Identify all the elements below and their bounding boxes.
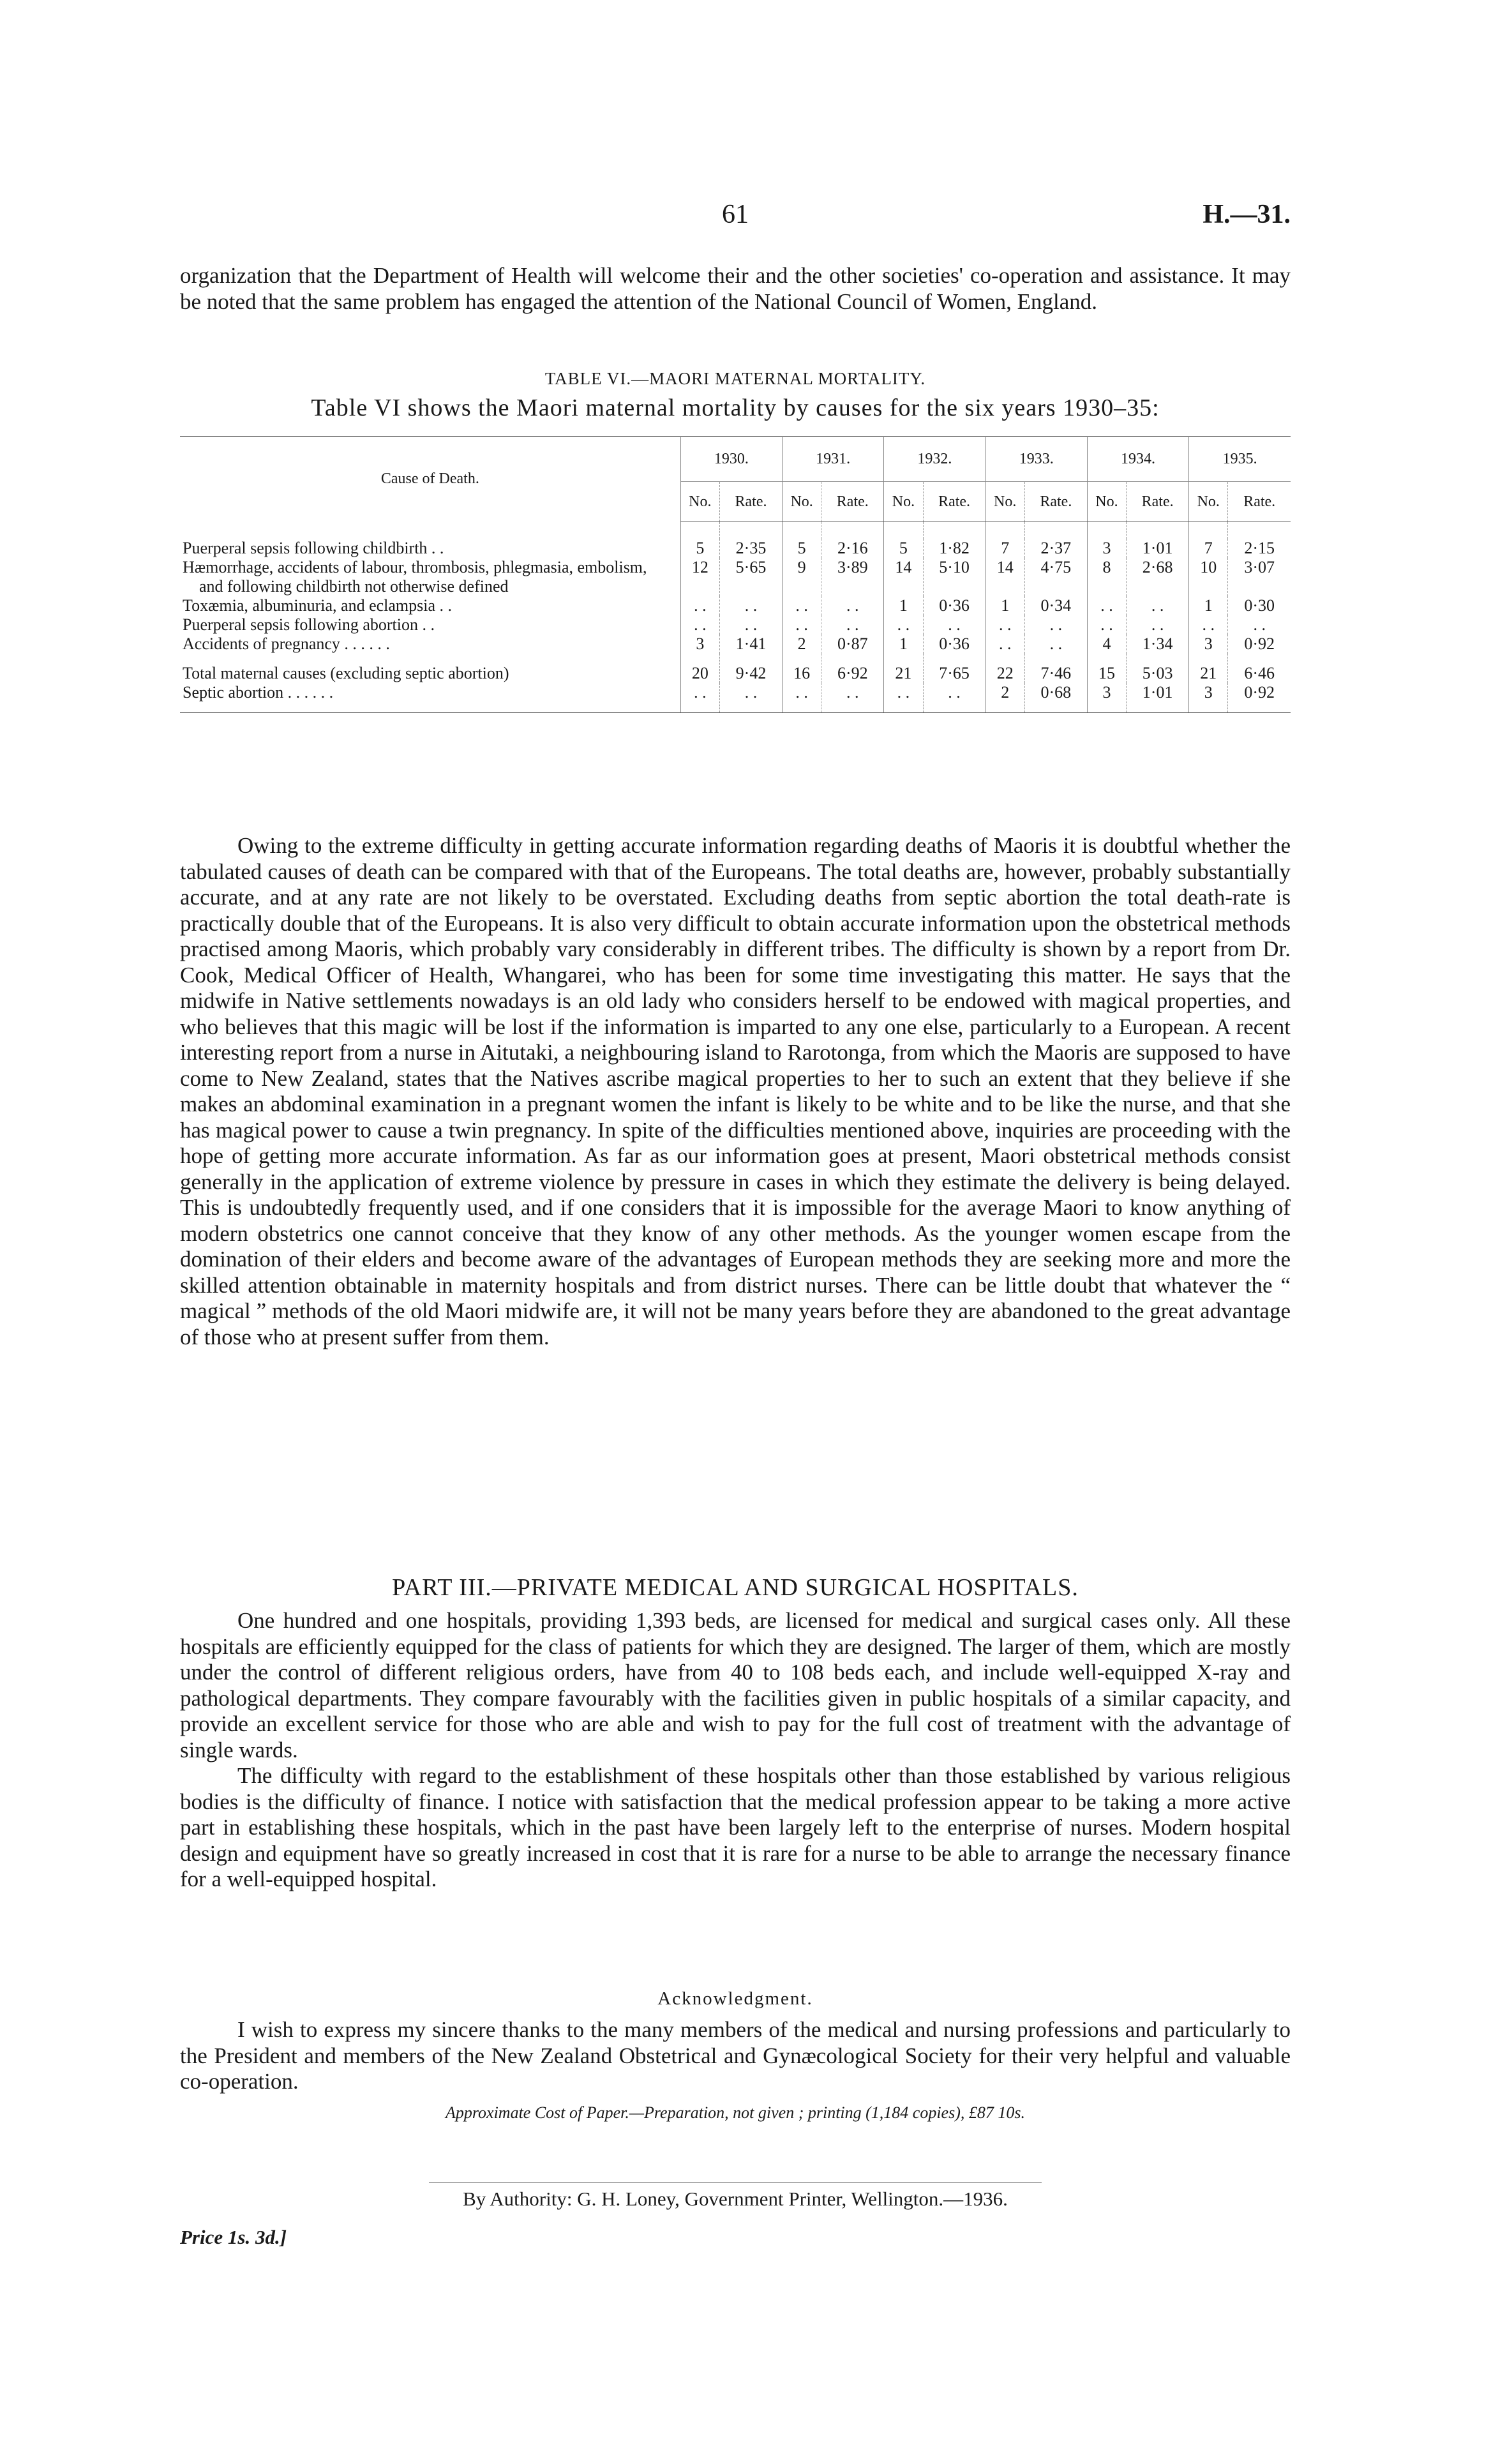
count-cell: 1 <box>884 596 923 615</box>
cause-label: Total maternal causes (excluding septic abortion) <box>183 664 509 682</box>
count-cell: 5 <box>783 539 821 558</box>
rate-cell: 1·82 <box>923 539 985 558</box>
cause-label: Septic abortion . . . . . . <box>183 683 334 702</box>
table-row <box>180 596 1291 615</box>
rate-cell: 0·36 <box>923 635 985 654</box>
no-header: No. <box>985 482 1024 522</box>
rate-cell: 6·92 <box>821 654 884 683</box>
table-intro: Table VI shows the Maori maternal mortality by causes for the six years 1930–35: <box>311 394 1160 421</box>
part-three-title: PART III.—PRIVATE MEDICAL AND SURGICAL HOSPITALS. <box>392 1574 1079 1601</box>
no-header: No. <box>1087 482 1126 522</box>
table-row <box>180 635 1291 654</box>
page-number: 61 <box>722 200 749 229</box>
count-cell: . . <box>680 596 719 615</box>
rate-cell: . . <box>719 615 782 635</box>
rate-header: Rate. <box>923 482 985 522</box>
table-body <box>180 522 1291 713</box>
count-cell: 15 <box>1087 654 1126 683</box>
count-cell: 7 <box>985 539 1024 558</box>
cause-label: Accidents of pregnancy . . . . . . <box>183 635 390 653</box>
rate-cell: 0·68 <box>1024 683 1087 713</box>
rate-cell: . . <box>1228 615 1291 635</box>
cause-label: Puerperal sepsis following abortion . . <box>183 615 435 634</box>
count-cell: . . <box>1189 615 1228 635</box>
rate-cell: . . <box>719 596 782 615</box>
count-cell: 3 <box>680 635 719 654</box>
count-cell: . . <box>680 615 719 635</box>
rate-cell: 5·10 <box>923 558 985 596</box>
price-note: Price 1s. 3d.] <box>180 2226 287 2248</box>
rate-header: Rate. <box>1228 482 1291 522</box>
rate-cell: 7·65 <box>923 654 985 683</box>
table-row <box>180 615 1291 635</box>
rate-cell: . . <box>923 683 985 713</box>
rate-header: Rate. <box>719 482 782 522</box>
table-section <box>180 369 1291 713</box>
rate-cell: 1·01 <box>1127 539 1189 558</box>
rate-cell: 2·15 <box>1228 539 1291 558</box>
count-cell: . . <box>680 683 719 713</box>
rate-cell: 0·36 <box>923 596 985 615</box>
authority-section <box>180 2182 1291 2211</box>
rate-cell: 3·07 <box>1228 558 1291 596</box>
cause-label: Puerperal sepsis following childbirth . . <box>183 539 444 557</box>
rate-cell: 3·89 <box>821 558 884 596</box>
count-cell: 1 <box>985 596 1024 615</box>
count-cell: 1 <box>884 635 923 654</box>
count-cell: 14 <box>985 558 1024 596</box>
body-paragraph: Owing to the extreme difficulty in getting accurate information regarding deaths of Maoris it is doubtful whether the tabulated causes of death can be compared with that of the Europeans. The total deaths are, however, probably substantially accurate, and at any rate are not likely to be overstated. Excluding deaths from septic abortion the total death-rate is practically double that of the Europeans. It is also very difficult to obtain accurate information upon the obstetrical methods practised among Maoris, which probably vary considerably in different tribes. The difficulty is shown by a report from Dr. Cook, Medical Officer of Health, Whangarei, who has been for some time investigating this matter. He says that the midwife in Native settlements nowadays is an old lady who considers herself to be endowed with magical properties, and who believes that this magic will be lost if the information is imparted to any one else, particularly to a European. A recent interesting report from a nurse in Aitutaki, a neighbouring island to Rarotonga, from which the Maoris are supposed to have come to New Zealand, states that the Natives ascribe magical properties to her to such an extent that they believe if she makes an abdominal examination in a pregnant women the infant is likely to be white and to be like the nurse, and that she has magical power to cause a twin pregnancy. In spite of the difficulties mentioned above, inquiries are proceeding with the hope of getting more accurate information. As far as our information goes at present, Maori obstetrical methods consist generally in the application of extreme violence by pressure in cases in which they estimate the delivery is being delayed. This is undoubtedly frequently used, and if one considers that it is impossible for the average Maori to know anything of modern obstetrics one cannot conceive that they know of any other methods. As the younger women escape from the domination of their elders and become aware of the advantages of European methods they are seeking more and more the skilled attention obtainable in maternity hospitals and from district nurses. There can be little doubt that whatever the “ magical ” methods of the old Maori midwife are, it will not be many years before they are abandoned to the great advantage of those who at present suffer from them. <box>180 833 1291 1349</box>
rate-cell: . . <box>719 683 782 713</box>
count-cell: . . <box>1087 615 1126 635</box>
part-three-section <box>180 1574 1291 1893</box>
cause-cell <box>180 596 680 615</box>
count-cell: 20 <box>680 654 719 683</box>
rate-cell: . . <box>821 596 884 615</box>
no-header: No. <box>1189 482 1228 522</box>
year-header: 1931. <box>783 437 884 482</box>
acknowledgment-text: I wish to express my sincere thanks to the many members of the medical and nursing professions and particularly to the President and members of the New Zealand Obstetrical and Gynæcological Society for their very helpful and valuable co-operation. <box>180 2017 1291 2094</box>
part-three-paragraph-2: The difficulty with regard to the establishment of these hospitals other than those established by various religious bodies is the difficulty of finance. I notice with satisfaction that the medical profession appear to be taking a more active part in establishing these hospitals, which in the past have been largely left to the enterprise of nurses. Modern hospital design and equipment have so greatly increased in cost that it is rare for a nurse to be able to arrange the necessary finance for a well-equipped hospital. <box>180 1763 1291 1891</box>
maternal-mortality-table <box>180 436 1291 713</box>
count-cell: 3 <box>1087 539 1126 558</box>
count-cell: 12 <box>680 558 719 596</box>
cause-cell <box>180 539 680 558</box>
count-cell: 22 <box>985 654 1024 683</box>
cause-cell <box>180 635 680 654</box>
rate-cell: 1·41 <box>719 635 782 654</box>
year-header: 1933. <box>985 437 1087 482</box>
no-header: No. <box>783 482 821 522</box>
cause-header: Cause of Death. <box>380 470 479 488</box>
count-cell: 9 <box>783 558 821 596</box>
rate-cell: . . <box>1024 615 1087 635</box>
year-header: 1934. <box>1087 437 1188 482</box>
rate-header: Rate. <box>1127 482 1189 522</box>
cause-cell <box>180 654 680 683</box>
count-cell: 4 <box>1087 635 1126 654</box>
rate-cell: . . <box>821 615 884 635</box>
no-header: No. <box>884 482 923 522</box>
authority-line: By Authority: G. H. Loney, Government Printer, Wellington.—1936. <box>463 2188 1008 2210</box>
year-header: 1932. <box>884 437 985 482</box>
count-cell: 1 <box>1189 596 1228 615</box>
count-cell: 16 <box>783 654 821 683</box>
cause-cell <box>180 683 680 713</box>
count-cell: . . <box>1087 596 1126 615</box>
rate-cell: 6·46 <box>1228 654 1291 683</box>
count-cell: . . <box>783 683 821 713</box>
year-header: 1930. <box>680 437 782 482</box>
cause-cell <box>180 558 680 596</box>
rate-cell: 0·92 <box>1228 683 1291 713</box>
count-cell: . . <box>985 635 1024 654</box>
rate-cell: . . <box>1024 635 1087 654</box>
table-caption: TABLE VI.—MAORI MATERNAL MORTALITY. <box>544 369 926 388</box>
count-cell: 3 <box>1189 683 1228 713</box>
rate-cell: 2·16 <box>821 539 884 558</box>
cost-note: Approximate Cost of Paper.—Preparation, not given ; printing (1,184 copies), £87 10s. <box>446 2103 1025 2122</box>
acknowledgment-section <box>180 1988 1291 2095</box>
count-cell: . . <box>985 615 1024 635</box>
count-cell: . . <box>884 615 923 635</box>
rate-cell: 2·37 <box>1024 539 1087 558</box>
intro-paragraph: organization that the Department of Health will welcome their and the other societies' co-operation and assistance. It may be noted that the same problem has engaged the attention of the National Council of Women, England. <box>180 263 1291 314</box>
rate-cell: 1·34 <box>1127 635 1189 654</box>
no-header: No. <box>680 482 719 522</box>
count-cell: . . <box>884 683 923 713</box>
year-header: 1935. <box>1189 437 1291 482</box>
count-cell: 21 <box>884 654 923 683</box>
cause-label: Toxæmia, albuminuria, and eclampsia . . <box>183 596 453 615</box>
rate-cell: 9·42 <box>719 654 782 683</box>
rate-cell: 0·92 <box>1228 635 1291 654</box>
cause-cell <box>180 615 680 635</box>
count-cell: 3 <box>1189 635 1228 654</box>
rate-cell: 4·75 <box>1024 558 1087 596</box>
rate-cell: 2·35 <box>719 539 782 558</box>
count-cell: 3 <box>1087 683 1126 713</box>
rate-cell: . . <box>821 683 884 713</box>
rate-cell: 2·68 <box>1127 558 1189 596</box>
rate-cell: . . <box>923 615 985 635</box>
rate-cell: 5·65 <box>719 558 782 596</box>
count-cell: 5 <box>680 539 719 558</box>
count-cell: 14 <box>884 558 923 596</box>
count-cell: 2 <box>783 635 821 654</box>
rate-cell: 5·03 <box>1127 654 1189 683</box>
table-row <box>180 539 1291 558</box>
document-reference: H.—31. <box>1203 200 1291 229</box>
count-cell: . . <box>783 596 821 615</box>
rate-cell: 0·87 <box>821 635 884 654</box>
table-row <box>180 558 1291 596</box>
cause-label: Hæmorrhage, accidents of labour, thrombosis, phlegmasia, embolism, and following childbirth not otherwise defined <box>183 558 647 596</box>
rate-cell: 7·46 <box>1024 654 1087 683</box>
rate-cell: 0·30 <box>1228 596 1291 615</box>
rate-cell: 0·34 <box>1024 596 1087 615</box>
count-cell: 10 <box>1189 558 1228 596</box>
count-cell: . . <box>783 615 821 635</box>
acknowledgment-title: Acknowledgment. <box>657 1988 813 2009</box>
count-cell: 8 <box>1087 558 1126 596</box>
count-cell: 21 <box>1189 654 1228 683</box>
rate-cell: . . <box>1127 596 1189 615</box>
count-cell: 7 <box>1189 539 1228 558</box>
rate-cell: 1·01 <box>1127 683 1189 713</box>
rate-header: Rate. <box>1024 482 1087 522</box>
rate-header: Rate. <box>821 482 884 522</box>
table-row <box>180 654 1291 683</box>
table-row <box>180 683 1291 713</box>
part-three-paragraph-1: One hundred and one hospitals, providing 1,393 beds, are licensed for medical and surgical cases only. All these hospitals are efficiently equipped for the class of patients for which they are designed. The larger of them, which are mostly under the control of different religious orders, have from 40 to 108 beds each, and include well-equipped X-ray and pathological departments. They compare favourably with the facilities given in public hospitals of a similar capacity, and provide an excellent service for those who are able and wish to pay for the full cost of treatment with the advantage of single wards. <box>180 1608 1291 1762</box>
rate-cell: . . <box>1127 615 1189 635</box>
count-cell: 2 <box>985 683 1024 713</box>
page-header <box>180 199 1291 237</box>
count-cell: 5 <box>884 539 923 558</box>
